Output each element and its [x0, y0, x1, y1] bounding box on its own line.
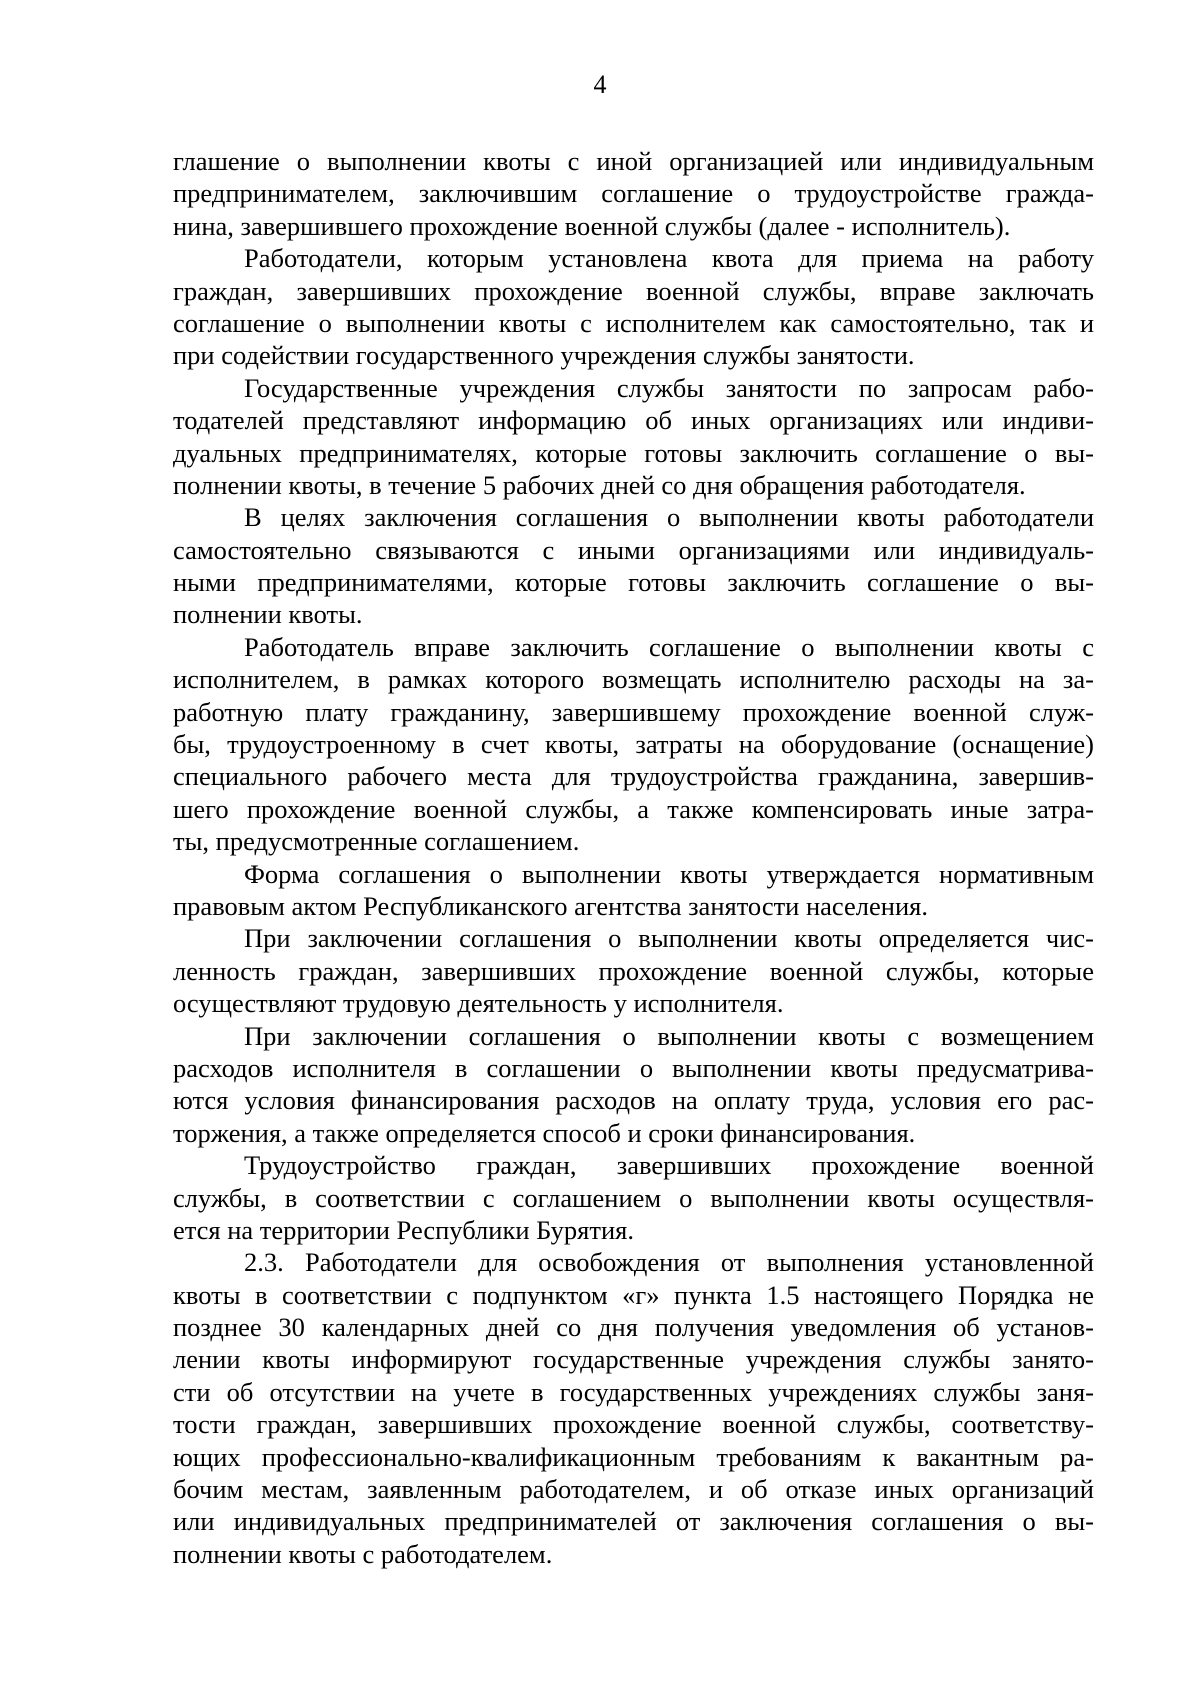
text-line: нина, завершившего прохождение военной службы (далее - исполнитель). — [173, 210, 1011, 241]
text-line: дуальных предпринимателях, которые готовы заключить соглашение о вы- — [173, 437, 1094, 468]
paragraph — [173, 922, 1094, 1019]
text-line: бы, трудоустроенному в счет квоты, затраты на оборудование (оснащение) — [173, 729, 1094, 760]
text-line: Трудоустройство граждан, завершивших прохождение военной — [244, 1150, 1094, 1181]
text-line: исполнителем, в рамках которого возмещать исполнителю расходы на за- — [173, 664, 1094, 695]
text-line: ленность граждан, завершивших прохождение военной службы, которые — [173, 955, 1094, 986]
text-line: тодателей представляют информацию об иных организациях или индиви- — [173, 405, 1094, 436]
paragraph — [173, 372, 1094, 502]
text-line: службы, в соответствии с соглашением о выполнении квоты осуществля- — [173, 1182, 1094, 1213]
text-line: или индивидуальных предпринимателей от заключения соглашения о вы- — [173, 1506, 1094, 1537]
text-line: шего прохождение военной службы, а также компенсировать иные затра- — [173, 793, 1094, 824]
text-line: полнении квоты с работодателем. — [173, 1538, 553, 1569]
text-line: позднее 30 календарных дней со дня получения уведомления об установ- — [173, 1312, 1094, 1343]
text-line: ющих профессионально-квалификационным требованиям к вакантным ра- — [173, 1441, 1094, 1472]
text-line: полнении квоты. — [173, 599, 363, 630]
text-line: граждан, завершивших прохождение военной службы, вправе заключать — [173, 275, 1094, 306]
text-line: сти об отсутствии на учете в государственных учреждениях службы заня- — [173, 1376, 1094, 1407]
text-line: При заключении соглашения о выполнении квоты определяется чис- — [244, 923, 1094, 954]
text-line: расходов исполнителя в соглашении о выполнении квоты предусматрива- — [173, 1052, 1094, 1083]
text-line: ется на территории Республики Бурятия. — [173, 1214, 634, 1245]
text-line: ются условия финансирования расходов на оплату труда, условия его рас- — [173, 1085, 1094, 1116]
text-line: осуществляют трудовую деятельность у исполнителя. — [173, 988, 784, 1019]
text-line: соглашение о выполнении квоты с исполнителем как самостоятельно, так и — [173, 307, 1094, 338]
paragraph — [173, 858, 1094, 923]
text-line: полнении квоты, в течение 5 рабочих дней со дня обращения работодателя. — [173, 469, 1026, 500]
text-line: бочим местам, заявленным работодателем, и об отказе иных организаций — [173, 1474, 1094, 1505]
paragraph — [173, 242, 1094, 372]
text-line: При заключении соглашения о выполнении квоты с возмещением — [244, 1020, 1094, 1051]
paragraph — [173, 631, 1094, 858]
text-line: тости граждан, завершивших прохождение военной службы, соответству- — [173, 1409, 1094, 1440]
paragraph — [173, 1246, 1094, 1570]
text-line: правовым актом Республиканского агентства занятости населения. — [173, 890, 928, 921]
paragraph — [173, 1149, 1094, 1246]
text-line: самостоятельно связываются с иными организациями или индивидуаль- — [173, 534, 1094, 565]
text-line: В целях заключения соглашения о выполнении квоты работодатели — [244, 502, 1094, 533]
text-line: ными предпринимателями, которые готовы заключить соглашение о вы- — [173, 567, 1094, 598]
text-line: глашение о выполнении квоты с иной организацией или индивидуальным — [173, 146, 1094, 176]
paragraph — [173, 145, 1094, 242]
text-line: Работодатель вправе заключить соглашение о выполнении квоты с — [244, 631, 1094, 662]
text-line: Работодатели, которым установлена квота для приема на работу — [244, 243, 1094, 274]
text-line: лении квоты информируют государственные учреждения службы занято- — [173, 1344, 1094, 1375]
paragraph — [173, 501, 1094, 631]
paragraph — [173, 1020, 1094, 1150]
text-line: Государственные учреждения службы занятости по запросам рабо- — [244, 372, 1094, 403]
text-line: работную плату гражданину, завершившему прохождение военной служ- — [173, 696, 1094, 727]
text-line: специального рабочего места для трудоустройства гражданина, завершив- — [173, 761, 1094, 792]
text-line: при содействии государственного учреждения службы занятости. — [173, 340, 915, 371]
text-line: предпринимателем, заключившим соглашение о трудоустройстве гражда- — [173, 178, 1094, 209]
text-line: Форма соглашения о выполнении квоты утверждается нормативным — [244, 858, 1094, 889]
text-line: квоты в соответствии с подпунктом «г» пункта 1.5 настоящего Порядка не — [173, 1279, 1094, 1310]
document-body — [173, 145, 1094, 1570]
text-line: 2.3. Работодатели для освобождения от выполнения установленной — [244, 1247, 1094, 1278]
page-number: 4 — [593, 70, 607, 99]
text-line: ты, предусмотренные соглашением. — [173, 826, 580, 857]
text-line: торжения, а также определяется способ и сроки финансирования. — [173, 1117, 916, 1148]
